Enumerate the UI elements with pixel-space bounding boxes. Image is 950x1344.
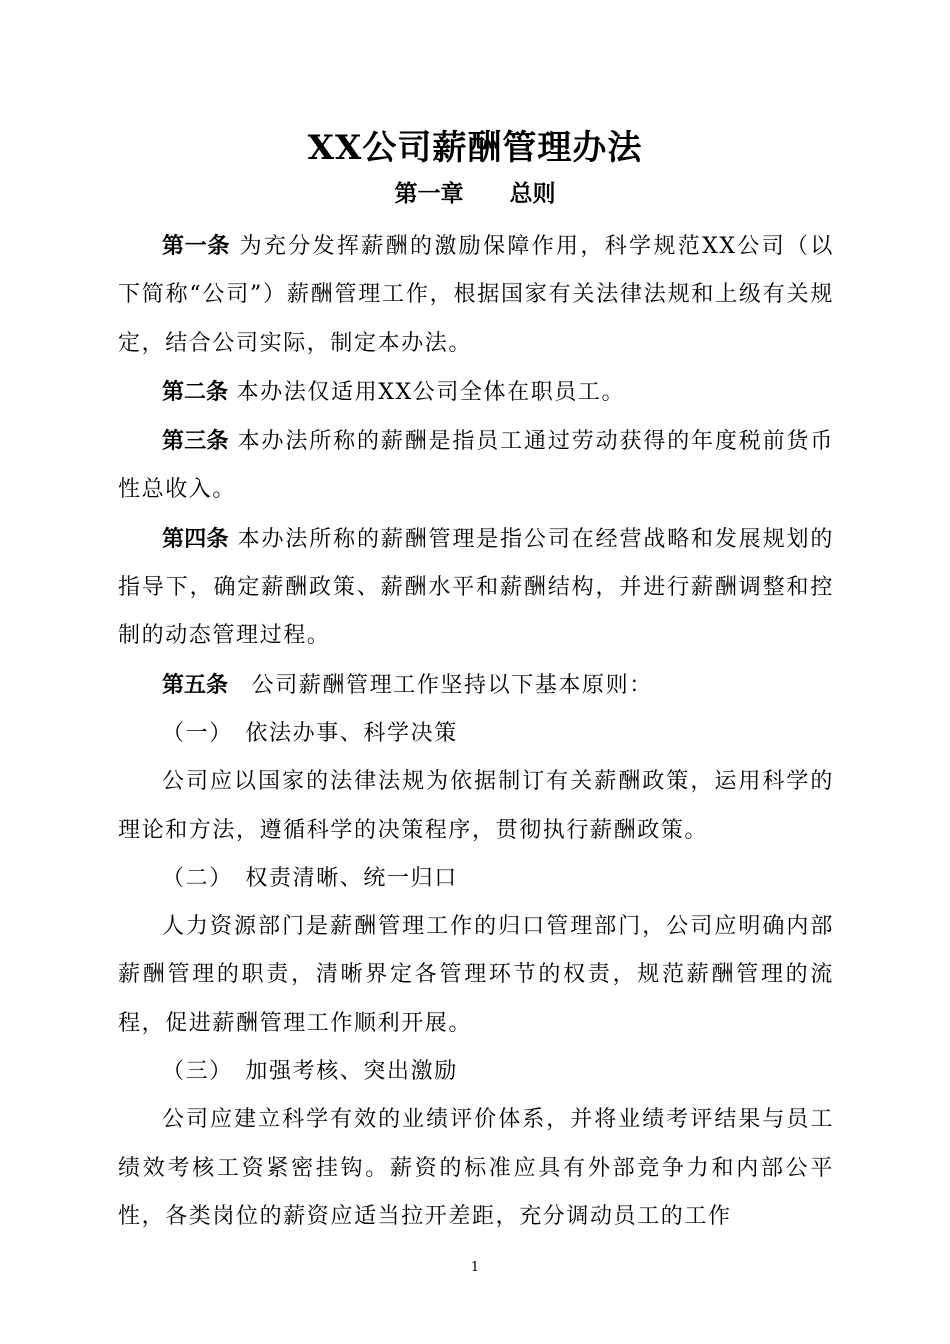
paragraph-text: 为充分发挥薪酬的激励保障作用，科学规范XX公司（以下简称“公司”）薪酬管理工作，根据国家有关法律法规和上级有关规定，结合公司实际，制定本办法。 (118, 234, 834, 356)
paragraph-article-3 (118, 417, 834, 515)
article-label: 第四条 (162, 525, 229, 552)
paragraph-text: （一） 依法办事、科学决策 (162, 720, 458, 746)
paragraph-text: 公司应以国家的法律法规为依据制订有关薪酬政策，运用科学的理论和方法，遵循科学的决策程序，贯彻执行薪酬政策。 (118, 769, 834, 843)
chapter-heading: 第一章 总则 (394, 180, 556, 207)
paragraph-text: 公司应建立科学有效的业绩评价体系，并将业绩考评结果与员工绩效考核工资紧密挂钩。薪资的标准应具有外部竞争力和内部公平性，各类岗位的薪资应适当拉开差距，充分调动员工的工作 (118, 1107, 834, 1229)
document-title: XX公司薪酬管理办法 (307, 128, 643, 168)
principle-heading-2 (118, 855, 834, 903)
paragraph-text: 本办法所称的薪酬管理是指公司在经营战略和发展规划的指导下，确定薪酬政策、薪酬水平和薪酬结构，并进行薪酬调整和控制的动态管理过程。 (118, 526, 834, 649)
paragraph-text: 本办法仅适用XX公司全体在职员工。 (228, 379, 626, 405)
principle-text-1 (118, 758, 834, 855)
paragraph-text: 本办法所称的薪酬是指员工通过劳动获得的年度税前货币性总收入。 (118, 429, 834, 503)
article-label: 第二条 (162, 378, 229, 405)
article-label: 第五条 (162, 671, 229, 698)
principle-text-2 (118, 903, 834, 1048)
document-body (118, 222, 834, 1241)
paragraph-text: 公司薪酬管理工作坚持以下基本原则： (228, 672, 653, 698)
paragraph-text: （三） 加强考核、突出激励 (162, 1059, 458, 1085)
principle-heading-3 (118, 1048, 834, 1096)
article-label: 第三条 (162, 428, 229, 455)
paragraph-text: 人力资源部门是薪酬管理工作的归口管理部门，公司应明确内部薪酬管理的职责，清晰界定各管理环节的权责，规范薪酬管理的流程，促进薪酬管理工作顺利开展。 (118, 914, 834, 1036)
article-label: 第一条 (162, 233, 231, 259)
paragraph-article-4 (118, 515, 834, 661)
paragraph-article-2 (118, 368, 834, 417)
paragraph-article-1 (118, 222, 834, 368)
principle-heading-1 (118, 710, 834, 758)
paragraph-article-5 (118, 661, 834, 710)
page-number: 1 (470, 1260, 480, 1275)
principle-text-3 (118, 1096, 834, 1241)
paragraph-text: （二） 权责清晰、统一归口 (162, 865, 458, 891)
